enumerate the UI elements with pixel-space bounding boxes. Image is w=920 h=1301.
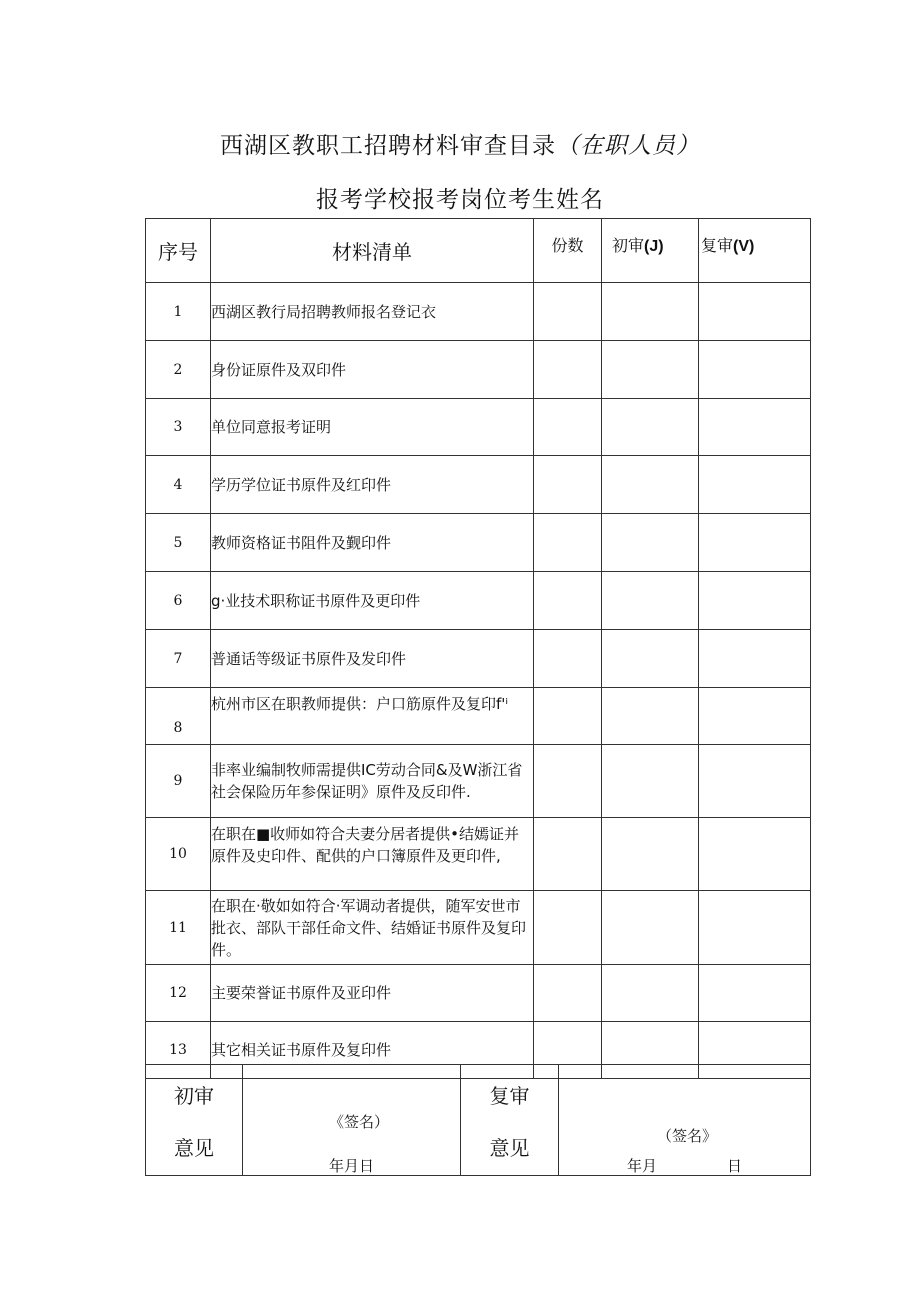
header-material: 材料清单 xyxy=(211,219,534,283)
table-row xyxy=(146,688,811,745)
copies-cell[interactable] xyxy=(534,399,602,456)
header-first-review xyxy=(602,219,699,283)
document-subtitle: 报考学校报考岗位考生姓名 xyxy=(316,187,604,213)
first-signature-placeholder: 《签名） xyxy=(329,1113,390,1131)
table-row xyxy=(146,630,811,688)
second-review-cell[interactable] xyxy=(699,456,811,514)
row-item: 教师资格证书阻件及觐印件 xyxy=(211,514,534,572)
materials-table xyxy=(145,218,811,1079)
row-number: 4 xyxy=(146,456,211,514)
copies-cell[interactable] xyxy=(534,745,602,818)
row-item: 其它相关证书原件及复印件 xyxy=(211,1022,534,1079)
second-review-label: 复审 xyxy=(701,236,734,255)
first-review-mark: (J) xyxy=(644,238,664,255)
table-row xyxy=(146,456,811,514)
row-number: 5 xyxy=(146,514,211,572)
row-item: 杭州市区在职教师提供：户口筋原件及复印f'ⁱ xyxy=(211,688,534,745)
copies-cell[interactable] xyxy=(534,456,602,514)
row-item: 西湖区教行局招聘教师报名登记衣 xyxy=(211,283,534,341)
header-row xyxy=(146,219,811,283)
second-signature-placeholder: （签名》 xyxy=(657,1127,718,1145)
row-number: 12 xyxy=(146,965,211,1022)
first-review-cell[interactable] xyxy=(602,745,699,818)
second-opinion-label-top: 复审 xyxy=(489,1084,530,1108)
copies-cell[interactable] xyxy=(534,283,602,341)
table-row xyxy=(146,965,811,1022)
table-row xyxy=(146,818,811,891)
second-review-label-cell xyxy=(461,1065,559,1176)
first-review-label-cell xyxy=(146,1065,243,1176)
table-row xyxy=(146,341,811,399)
copies-cell[interactable] xyxy=(534,688,602,745)
first-review-cell[interactable] xyxy=(602,891,699,965)
title-paren: （在职人员） xyxy=(556,133,700,159)
row-number: 1 xyxy=(146,283,211,341)
first-review-label: 初审 xyxy=(612,236,645,255)
row-number: 8 xyxy=(146,688,211,745)
first-review-cell[interactable] xyxy=(602,514,699,572)
row-number: 2 xyxy=(146,341,211,399)
header-no: 序号 xyxy=(146,219,211,283)
second-review-cell[interactable] xyxy=(699,688,811,745)
first-review-cell[interactable] xyxy=(602,965,699,1022)
row-item: g·业技术职称证书原件及更印件 xyxy=(211,572,534,630)
first-opinion-label-top: 初审 xyxy=(174,1084,214,1108)
first-review-cell[interactable] xyxy=(602,688,699,745)
table-row xyxy=(146,399,811,456)
title-main: 西湖区教职工招聘材料审查目录 xyxy=(220,133,556,159)
second-review-cell[interactable] xyxy=(699,818,811,891)
first-review-cell[interactable] xyxy=(602,341,699,399)
table-row xyxy=(146,745,811,818)
second-review-cell[interactable] xyxy=(699,965,811,1022)
row-item: 学历学位证书原件及红印件 xyxy=(211,456,534,514)
table-row xyxy=(146,283,811,341)
row-number: 7 xyxy=(146,630,211,688)
table-row xyxy=(146,514,811,572)
table-row xyxy=(146,572,811,630)
row-number: 10 xyxy=(146,818,211,891)
row-item: 在职在·敬如如符合·军调动者提供，随军安世市批衣、部队干部任命文件、结婚证书原件及复印件。 xyxy=(211,891,534,965)
first-opinion-label-bottom: 意见 xyxy=(174,1136,214,1160)
first-review-opinion-cell[interactable] xyxy=(243,1065,461,1176)
copies-cell[interactable] xyxy=(534,514,602,572)
second-review-cell[interactable] xyxy=(699,745,811,818)
row-item: 普通话等级证书原件及发印件 xyxy=(211,630,534,688)
first-review-cell[interactable] xyxy=(602,399,699,456)
first-review-cell[interactable] xyxy=(602,818,699,891)
second-review-cell[interactable] xyxy=(699,341,811,399)
header-second-review xyxy=(699,219,811,283)
table-row xyxy=(146,891,811,965)
copies-cell[interactable] xyxy=(534,818,602,891)
row-item: 主要荣誉证书原件及亚印件 xyxy=(211,965,534,1022)
row-number: 13 xyxy=(146,1022,211,1079)
second-review-cell[interactable] xyxy=(699,572,811,630)
row-item: 单位同意报考证明 xyxy=(211,399,534,456)
copies-cell[interactable] xyxy=(534,572,602,630)
row-number: 3 xyxy=(146,399,211,456)
document-title xyxy=(0,127,920,160)
row-number: 6 xyxy=(146,572,211,630)
second-review-opinion-cell[interactable] xyxy=(559,1065,811,1176)
second-review-cell[interactable] xyxy=(699,630,811,688)
second-review-cell[interactable] xyxy=(699,283,811,341)
first-review-cell[interactable] xyxy=(602,572,699,630)
second-review-cell[interactable] xyxy=(699,514,811,572)
row-item: 身份证原件及双印件 xyxy=(211,341,534,399)
row-number: 9 xyxy=(146,745,211,818)
second-date-month-placeholder: 年月 xyxy=(627,1157,658,1175)
copies-cell[interactable] xyxy=(534,891,602,965)
row-item: 在职在■收师如符合夫妻分居者提供•结嫣证并原件及史印件、配供的户口簿原件及更印件, xyxy=(211,818,534,891)
row-number: 11 xyxy=(146,891,211,965)
first-review-cell[interactable] xyxy=(602,456,699,514)
copies-cell[interactable] xyxy=(534,965,602,1022)
second-review-cell[interactable] xyxy=(699,399,811,456)
second-review-mark: (V) xyxy=(733,238,755,255)
copies-cell[interactable] xyxy=(534,341,602,399)
header-copies: 份数 xyxy=(534,219,602,283)
second-opinion-label-bottom: 意见 xyxy=(489,1136,530,1160)
row-item: 非率业编制牧师需提供IC劳动合同&及W浙江省社会保险历年参保证明》原件及反印件. xyxy=(211,745,534,818)
review-signoff-table xyxy=(145,1064,811,1176)
second-date-day-placeholder: 日 xyxy=(727,1157,743,1175)
first-review-cell[interactable] xyxy=(602,283,699,341)
second-review-cell[interactable] xyxy=(699,891,811,965)
copies-cell[interactable] xyxy=(534,630,602,688)
first-date-placeholder: 年月日 xyxy=(329,1157,375,1175)
first-review-cell[interactable] xyxy=(602,630,699,688)
